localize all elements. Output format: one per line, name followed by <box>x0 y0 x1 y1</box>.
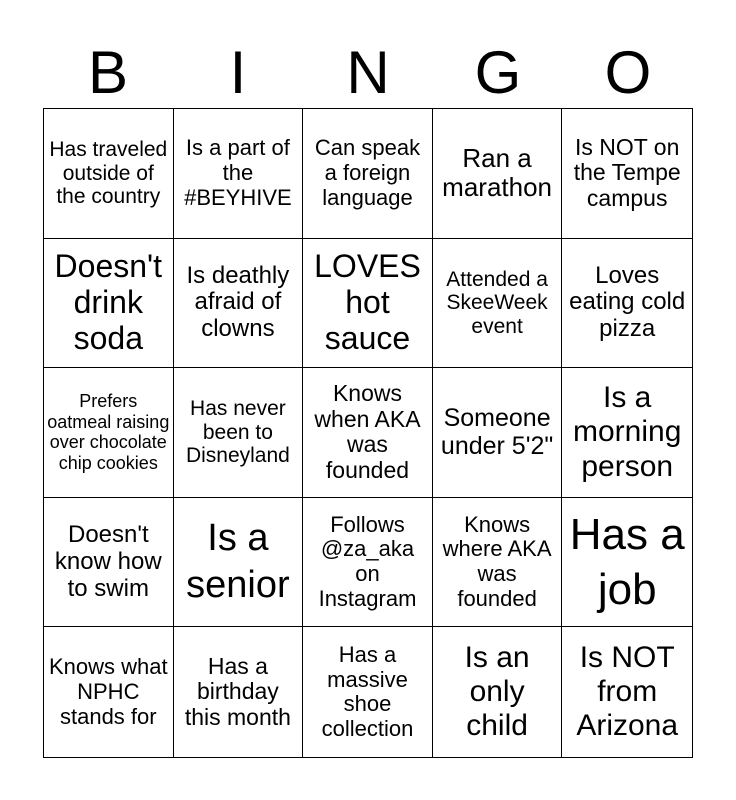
bingo-header <box>43 38 693 108</box>
bingo-cell[interactable]: Is a morning person <box>562 368 692 498</box>
bingo-cell[interactable]: Knows when AKA was founded <box>303 368 433 498</box>
header-letter-i: I <box>229 39 247 106</box>
bingo-cell[interactable]: Is NOT from Arizona <box>576 640 679 743</box>
bingo-cell[interactable]: Prefers oatmeal raising over chocolate chip cookies <box>44 368 174 498</box>
bingo-cell[interactable]: Has traveled outside of the country <box>44 109 174 239</box>
header-letter-n: N <box>346 39 390 106</box>
bingo-cell[interactable]: Someone under 5'2" <box>433 368 563 498</box>
bingo-cell[interactable]: Doesn't drink soda <box>44 239 174 369</box>
bingo-cell[interactable]: Has a massive shoe collection <box>303 627 433 757</box>
bingo-cell[interactable]: Is a part of the #BEYHIVE <box>174 109 304 239</box>
bingo-cell[interactable]: Is an only child <box>433 627 563 757</box>
bingo-board <box>43 108 693 758</box>
bingo-cell[interactable]: Knows where AKA was founded <box>433 498 563 628</box>
bingo-cell[interactable]: Is deathly afraid of clowns <box>174 239 304 369</box>
bingo-cell[interactable]: Loves eating cold pizza <box>562 239 692 369</box>
bingo-cell[interactable]: Can speak a foreign language <box>303 109 433 239</box>
bingo-cell[interactable]: Is NOT on the Tempe campus <box>562 109 692 239</box>
bingo-cell[interactable]: Follows @za_aka on Instagram <box>303 498 433 628</box>
header-letter-g: G <box>474 39 522 106</box>
bingo-cell[interactable]: Has never been to Disneyland <box>174 368 304 498</box>
bingo-cell[interactable]: Has a job <box>562 498 692 628</box>
header-letter-b: B <box>87 39 129 106</box>
bingo-cell[interactable]: Attended a SkeeWeek event <box>433 239 563 369</box>
bingo-cell[interactable]: LOVES hot sauce <box>303 239 433 369</box>
bingo-cell[interactable]: Has a birthday this month <box>174 627 304 757</box>
header-letter-o: O <box>604 39 652 106</box>
bingo-cell[interactable]: Ran a marathon <box>433 109 563 239</box>
bingo-cell[interactable]: Knows what NPHC stands for <box>44 627 174 757</box>
bingo-cell[interactable]: Doesn't know how to swim <box>44 498 174 628</box>
bingo-cell[interactable]: Is a senior <box>174 498 304 628</box>
